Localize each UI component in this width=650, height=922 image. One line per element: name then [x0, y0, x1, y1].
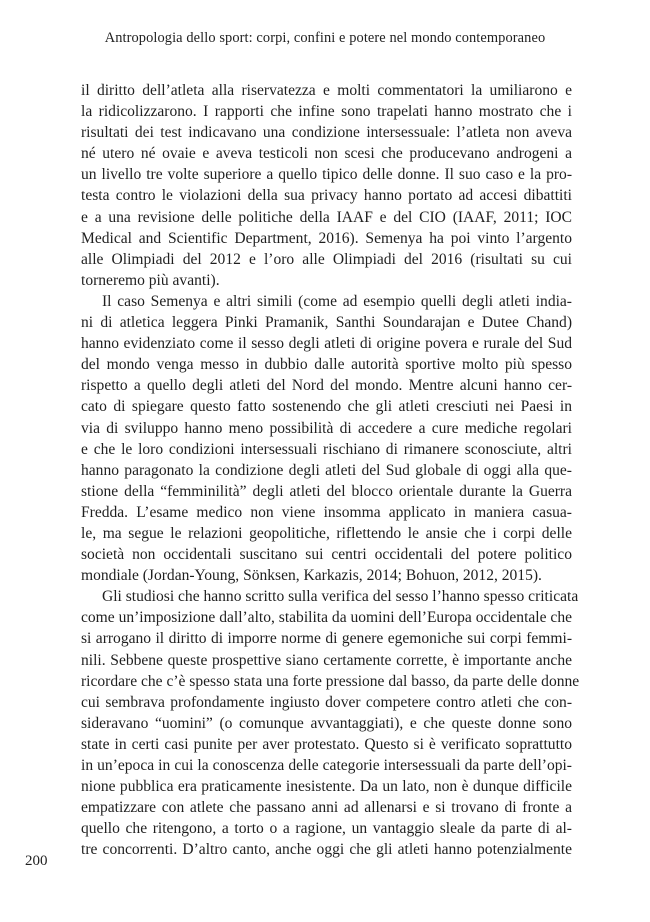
text-line: Fredda. L’esame medico non viene insomma applicato in maniera casua- [81, 503, 572, 521]
text-line: via di sviluppo hanno meno possibilità di accedere a cure mediche regolari [81, 419, 572, 437]
text-line: come un’imposizione dall’alto, stabilita da uomini dell’Europa occidentale che [81, 609, 572, 627]
text-line: ni di atletica leggera Pinki Pramanik, Santhi Soundarajan e Dutee Chand) [81, 314, 572, 332]
text-line: hanno evidenziato come il sesso degli atleti di origine povera e rurale del Sud [81, 335, 572, 353]
text-line: ricordare che c’è spesso stata una forte pressione dal basso, da parte delle donne [81, 672, 580, 690]
text-line: società non occidentali suscitano sui centri occidentali del potere politico [81, 546, 572, 564]
text-line: si arrogano il diritto di imporre norme di genere egemoniche sui corpi femmi- [81, 630, 572, 648]
text-line: risultati dei test indicavano una condizione intersessuale: l’atleta non aveva [81, 124, 572, 142]
text-line: del mondo venga messo in dubbio dalle autorità sportive molto più spesso [81, 356, 572, 374]
text-line: né utero né ovaie e aveva testicoli non scesi che producevano androgeni a [81, 145, 572, 163]
text-line: Il caso Semenya e altri simili (come ad esempio quelli degli atleti india- [102, 292, 572, 310]
paragraph-3 [81, 586, 580, 860]
text-line: nione pubblica era praticamente inesistente. Da un lato, non è dunque difficile [81, 778, 572, 796]
page-number: 200 [25, 853, 48, 869]
text-line: in un’epoca in cui la conoscenza delle categorie intersessuali da parte dell’opi- [81, 757, 572, 774]
text-line: state in certi casi punite per aver protestato. Questo si è verificato soprattutto [81, 735, 572, 753]
text-line: rispetto a quello degli atleti del Nord del mondo. Mentre alcuni hanno cer- [81, 377, 572, 395]
text-line: nili. Sebbene queste prospettive siano certamente corrette, è importante anche [81, 651, 572, 669]
text-line: il diritto dell’atleta alla riservatezza e molti commentatori la umiliarono e [81, 82, 572, 99]
text-line: un livello tre volte superiore a quello tipico delle donne. Il suo caso e la pro- [81, 166, 572, 184]
text-line: tre concorrenti. D’altro canto, anche oggi che gli atleti hanno potenzialmente [81, 841, 572, 859]
running-header: Antropologia dello sport: corpi, confini e potere nel mondo contemporaneo [104, 30, 546, 46]
text-line: quello che ritengono, a torto o a ragione, un vantaggio sleale da parte di al- [81, 820, 572, 838]
text-line: alle Olimpiadi del 2012 e l’oro alle Olimpiadi del 2016 (risultati su cui [81, 250, 572, 268]
text-line: e che le loro condizioni intersessuali rischiano di rimanere sconosciute, altri [81, 440, 572, 458]
text-line: stione della “femminilità” degli atleti del blocco orientale durante la Guerra [81, 482, 572, 500]
text-line: sideravano “uomini” (o comunque avvantaggiati), e che queste donne sono [81, 714, 572, 732]
paragraph-1 [81, 80, 572, 291]
text-line: testa contro le violazioni della sua privacy hanno portato ad accesi dibattiti [81, 187, 572, 205]
text-line: cato di spiegare questo fatto sostenendo che gli atleti cresciuti nei Paesi in [81, 398, 572, 416]
text-line: torneremo più avanti). [81, 271, 220, 289]
paragraph-2 [81, 291, 572, 586]
text-line: Gli studiosi che hanno scritto sulla verifica del sesso l’hanno spesso criticata [102, 588, 579, 606]
text-line: e a una revisione delle politiche della IAAF e del CIO (IAAF, 2011; IOC [81, 208, 572, 226]
body-text [81, 80, 580, 860]
text-line: hanno paragonato la condizione degli atleti del Sud globale di oggi alla que- [81, 461, 572, 479]
text-line: cui sembrava profondamente ingiusto dover competere contro atleti che con- [81, 693, 572, 711]
text-line: le, ma segue le relazioni geopolitiche, riflettendo le ansie che i corpi delle [81, 524, 572, 542]
text-line: la ridicolizzarono. I rapporti che infine sono trapelati hanno mostrato che i [81, 103, 572, 121]
text-line: Medical and Scientific Department, 2016). Semenya ha poi vinto l’argento [81, 229, 572, 247]
text-line: mondiale (Jordan-Young, Sönksen, Karkazis, 2014; Bohuon, 2012, 2015). [81, 567, 542, 585]
text-line: empatizzare con atlete che passano anni ad allenarsi e si trovano di fronte a [81, 799, 572, 817]
